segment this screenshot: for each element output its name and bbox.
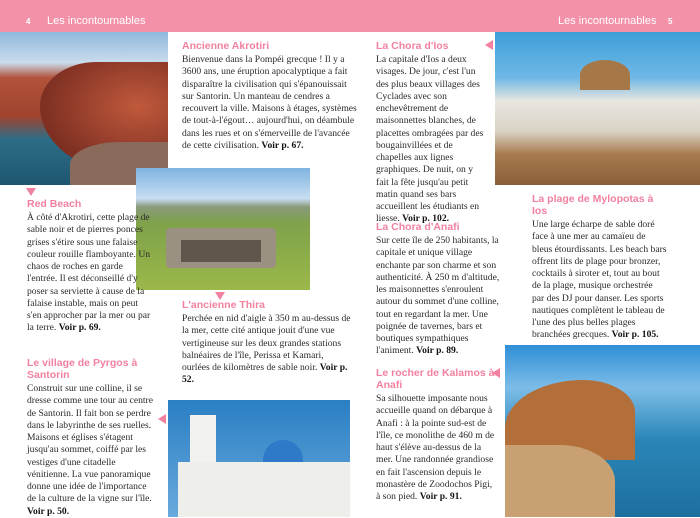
entry-pyrgos	[27, 357, 155, 518]
entry-text: Sa silhouette imposante nous accueille quand on débarque à Anafi : à la pointe sud-est de l'île, ce monolithe de 460 m de haut s'élève au-dessus de la mer. Une randonnée grandiose en fait l'ascension depuis le monastère de Zoodochos Pigi, à son pied.	[376, 393, 495, 502]
pyrgos-marker-icon	[158, 414, 166, 424]
ios-chora-photo	[495, 32, 700, 185]
entry-thira	[182, 299, 352, 387]
page-reference: Voir p. 67.	[261, 139, 304, 151]
entry-kalamos	[376, 367, 496, 503]
red-beach-marker-icon	[26, 188, 36, 196]
page-reference: Voir p. 89.	[416, 345, 459, 357]
entry-title: La Chora d'Anafi	[376, 221, 460, 233]
entry-title: L'ancienne Thira	[182, 299, 266, 311]
page-number-right: 5	[668, 17, 673, 26]
entry-red-beach	[27, 198, 153, 335]
entry-title: La plage de Mylopotas à Ios	[532, 193, 654, 217]
running-title-right: Les incontournables	[558, 15, 657, 27]
kalamos-rock-photo	[505, 345, 700, 517]
page-header	[0, 0, 700, 32]
entry-text: Une large écharpe de sable doré face à une mer au camaïeu de bleus étourdissants. Les beach bars offrent lits de plage pour bronzer, cocktails à siroter et, tout au bout de la plage, musique orchestrée par des DJ pour danser. Les sports nautiques complètent le tableau de l'une des plus belles plages branchées grecques.	[532, 219, 667, 341]
entry-text: La capitale d'Ios a deux visages. De jour, c'est l'un des plus beaux villages des Cyclades avec son enchevêtrement de maisonnettes blanches, de placettes ombragées par des bougainvillées et de chapelles aux lignes graphiques. De nuit, on y fait la fête jusqu'au petit matin quand ses bars accueillent les étudiants en liesse.	[376, 54, 484, 225]
entry-title: Le rocher de Kalamos à Anafi	[376, 367, 495, 391]
page-reference: Voir p. 91.	[419, 491, 462, 502]
pyrgos-photo	[168, 400, 350, 517]
page-reference: Voir p. 102.	[402, 213, 450, 225]
entry-ios-chora	[376, 40, 488, 226]
entry-text: Bienvenue dans la Pompéi grecque ! Il y a 3600 ans, une éruption apocalyptique a fait disparaître la civilisation qui s'épanouissait sur Santorin. Un manteau de cendres a recouvert la ville. Maisons à étages, systèmes de tout-à-l'égout… aujourd'hui, on déambule dans les rues et on s'émerveille de l'avancée de cette civilisation.	[182, 54, 357, 151]
entry-title: Ancienne Akrotiri	[182, 40, 270, 52]
entry-akrotiri	[182, 40, 357, 152]
entry-title: La Chora d'Ios	[376, 40, 449, 52]
entry-text: Construit sur une colline, il se dresse comme une tour au centre de Santorin. Il fait bon se perdre dans le labyrinthe de ses ruelles. Maisons et églises s'étagent jusqu'au sommet, coiffé par les vestiges d'une citadelle vénitienne. La vue panoramique donne une idée de l'importance de la culture de la vigne sur l'île.	[27, 383, 153, 505]
red-beach-photo	[0, 32, 168, 185]
entry-text: Perchée en nid d'aigle à 350 m au-dessus de la mer, cette cité antique jouit d'une vue vertigineuse sur les deux grandes stations balnéaires de l'île, Perissa et Kamari, ourlées de kilomètres de sable noir.	[182, 313, 351, 373]
page-reference: Voir p. 50.	[27, 505, 70, 517]
page-reference: Voir p. 105.	[611, 329, 659, 341]
entry-title: Le village de Pyrgos à Santorin	[27, 357, 138, 381]
page-reference: Voir p. 69.	[58, 322, 101, 334]
page-number-left: 4	[26, 17, 31, 26]
entry-anafi-chora	[376, 221, 501, 358]
entry-text: Sur cette île de 250 habitants, la capitale et unique village enchante par son charme et son authenticité. À 250 m d'altitude, les maisonnettes s'enroulent autour du sommet d'une colline, tout en regardant la mer. Une poignée de tavernes, bars et boutiques sympathiques l'animent.	[376, 235, 500, 357]
running-title-left: Les incontournables	[47, 15, 146, 27]
ancient-thira-photo	[136, 168, 310, 290]
entry-mylopotas	[532, 193, 667, 342]
page-reference: Voir p. 52.	[182, 362, 348, 386]
entry-text: À côté d'Akrotiri, cette plage de sable noir et de pierres ponces grises s'étire sous une falaise couleur rouille flamboyante. Un chaos de roches en garde l'entrée. Il est déconseillé d'y poser sa serviette à cause de la falaise instable, mais on peut s'en approcher par la mer ou par la terre.	[27, 212, 151, 334]
entry-title: Red Beach	[27, 198, 82, 210]
